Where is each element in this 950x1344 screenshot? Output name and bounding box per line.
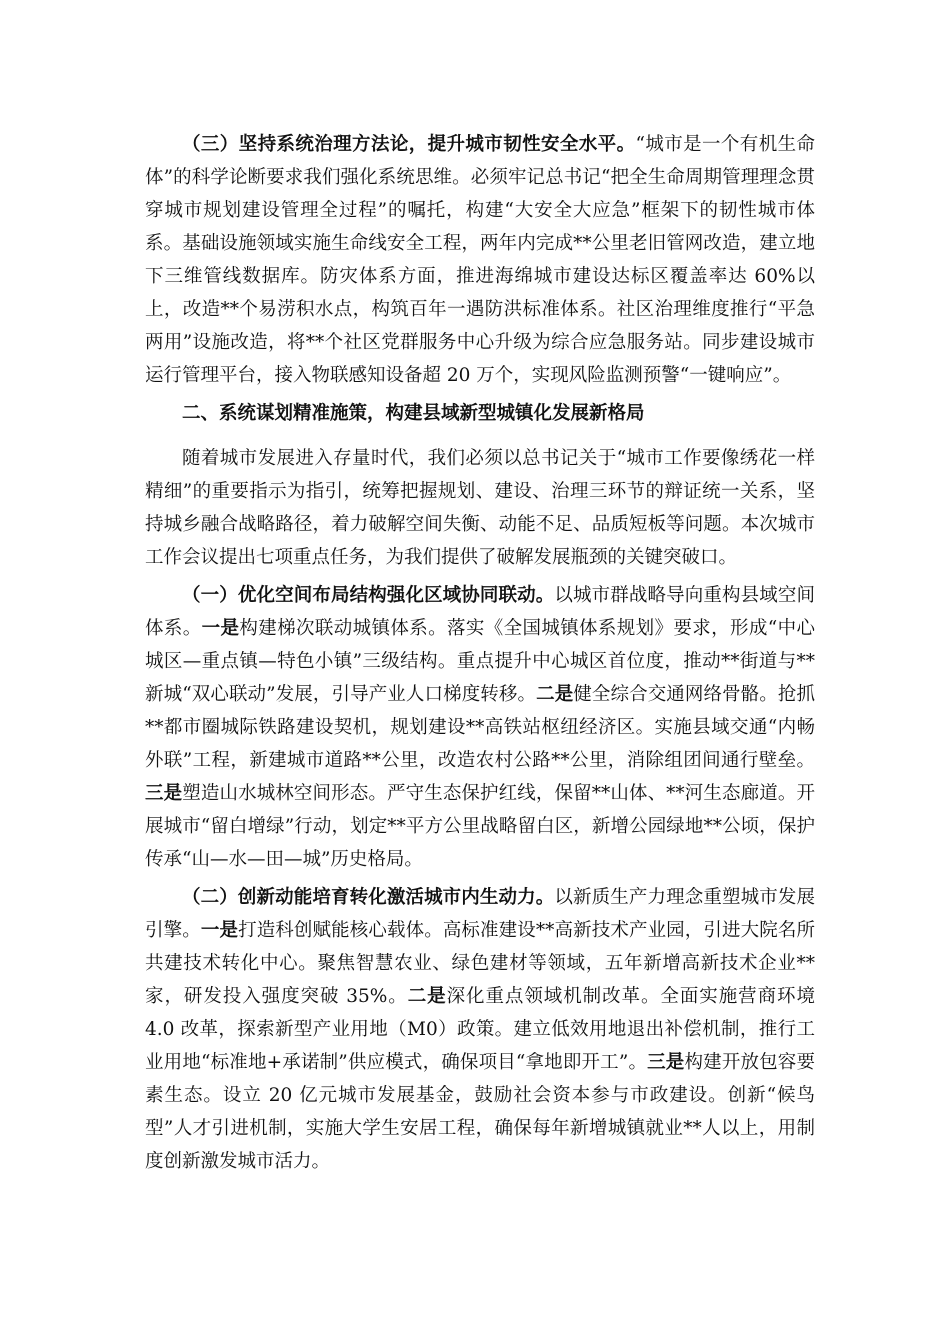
bold-text: 二是	[536, 684, 574, 705]
body-text: “城市是一个有机生命体”的科学论断要求我们强化系统思维。必须牢记总书记“把全生命周期管理理念贯穿城市规划建设管理全过程”的嘱托，构建“大安全大应急”框架下的韧性城市体系。基础设施领域实施生命线安全工程，两年内完成**公里老旧管网改造，建立地下三维管线数据库。防灾体系方面，推进海绵城市建设达标区覆盖率达 60%以上，改造**个易涝积水点，构筑百年一遇防洪标准体系。社区治理维度推行“平急两用”设施改造，将**个社区党群服务中心升级为综合应急服务站。同步建设城市运行管理平台，接入物联感知设备超 20 万个，实现风险监测预警“一键响应”。	[145, 134, 815, 386]
bold-text: 一是	[200, 920, 239, 941]
body-text: 健全综合交通网络骨骼。抢抓**都市圈城际铁路建设契机，规划建设**高铁站枢纽经济区。实施县域交通“内畅外联”工程，新建城市道路**公里，改造农村公路**公里，消除组团间通行壁垒。	[145, 684, 815, 771]
body-text: 以新质生产力理念重塑城市发展引擎。	[145, 887, 815, 941]
paragraph	[145, 442, 815, 574]
bold-text: （二）创新动能培育转化激活城市内生动力。	[182, 887, 555, 908]
body-text: 深化重点领域机制改革。全面实施营商环境 4.0 改革，探索新型产业用地（M0）政策。建立低效用地退出补偿机制，推行工业用地“标准地+承诺制”供应模式，确保项目“拿地即开工”。	[145, 986, 815, 1073]
body-text: 构建梯次联动城镇体系。落实《全国城镇体系规划》要求，形成“中心城区—重点镇—特色小镇”三级结构。重点提升中心城区首位度，推动**街道与**新城“双心联动”发展，引导产业人口梯度转移。	[145, 618, 815, 705]
paragraph	[145, 128, 815, 392]
bold-text: 二、系统谋划精准施策，构建县域新型城镇化发展新格局	[182, 403, 645, 424]
bold-text: 三是	[647, 1052, 685, 1073]
bold-text: 三是	[145, 783, 183, 804]
body-text: 打造科创赋能核心载体。高标准建设**高新技术产业园，引进大院名所共建技术转化中心。聚焦智慧农业、绿色建材等领域，五年新增高新技术企业**家，研发投入强度突破 35%。	[145, 920, 815, 1007]
bold-text: （三）坚持系统治理方法论，提升城市韧性安全水平。	[182, 134, 636, 155]
paragraph	[145, 579, 815, 876]
body-text: 随着城市发展进入存量时代，我们必须以总书记关于“城市工作要像绣花一样精细”的重要指示为指引，统筹把握规划、建设、治理三环节的辩证统一关系，坚持城乡融合战略路径，着力破解空间失衡、动能不足、品质短板等问题。本次城市工作会议提出七项重点任务，为我们提供了破解发展瓶颈的关键突破口。	[145, 448, 815, 568]
section-heading	[145, 397, 815, 430]
body-text: 塑造山水城林空间形态。严守生态保护红线，保留**山体、**河生态廊道。开展城市“留白增绿”行动，划定**平方公里战略留白区，新增公园绿地**公顷，保护传承“山—水—田—城”历史格局。	[145, 783, 815, 870]
bold-text: 二是	[407, 986, 447, 1007]
bold-text: （一）优化空间布局结构强化区域协同联动。	[182, 585, 555, 606]
paragraph	[145, 881, 815, 1178]
document-body	[145, 128, 815, 1183]
bold-text: 一是	[201, 618, 240, 639]
body-text: 构建开放包容要素生态。设立 20 亿元城市发展基金，鼓励社会资本参与市政建设。创新“候鸟型”人才引进机制，实施大学生安居工程，确保每年新增城镇就业**人以上，用制度创新激发城市活力。	[145, 1052, 815, 1172]
body-text: 以城市群战略导向重构县域空间体系。	[145, 585, 815, 639]
